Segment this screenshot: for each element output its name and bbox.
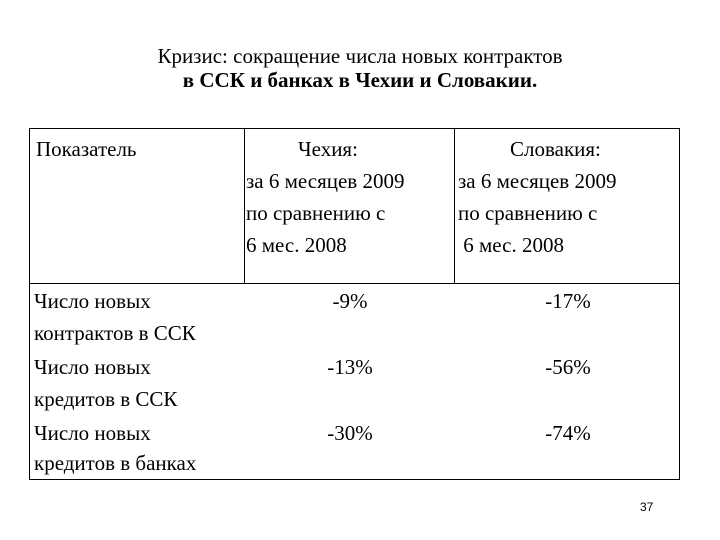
row-1-label-line-1: Число новых <box>34 289 151 313</box>
header-indicator: Показатель <box>36 137 137 161</box>
row-1-label-line-2: контрактов в ССК <box>34 321 196 345</box>
row-1-czech-value: -9% <box>332 289 368 313</box>
column-divider-1 <box>244 129 245 283</box>
header-czech-line-4: 6 мес. 2008 <box>246 233 347 257</box>
row-3-label-line-1: Число новых <box>34 421 151 445</box>
slide-title <box>0 44 720 92</box>
header-slovakia-line-2: за 6 месяцев 2009 <box>458 169 617 193</box>
row-2-label-line-2: кредитов в ССК <box>34 387 178 411</box>
row-2-slovakia-value: -56% <box>545 355 591 379</box>
header-divider <box>30 283 679 284</box>
header-slovakia-line-3: по сравнению с <box>458 201 598 225</box>
header-slovakia-line-1: Словакия: <box>510 137 601 161</box>
row-3-czech-value: -30% <box>327 421 373 445</box>
header-czech-line-2: за 6 месяцев 2009 <box>246 169 405 193</box>
row-2-czech-value: -13% <box>327 355 373 379</box>
row-2-label-line-1: Число новых <box>34 355 151 379</box>
header-slovakia-line-4: 6 мес. 2008 <box>458 233 564 257</box>
page-number: 37 <box>640 500 654 514</box>
header-czech-line-3: по сравнению с <box>246 201 386 225</box>
header-czech-line-1: Чехия: <box>298 137 358 161</box>
row-1-slovakia-value: -17% <box>545 289 591 313</box>
row-3-slovakia-value: -74% <box>545 421 591 445</box>
comparison-table <box>29 128 680 480</box>
row-3-label-line-2: кредитов в банках <box>34 451 197 475</box>
slide-title-line-2: в ССК и банках в Чехии и Словакии. <box>182 68 538 92</box>
column-divider-2 <box>454 129 455 283</box>
slide-title-line-1: Кризис: сокращение числа новых контрактов <box>157 44 563 68</box>
